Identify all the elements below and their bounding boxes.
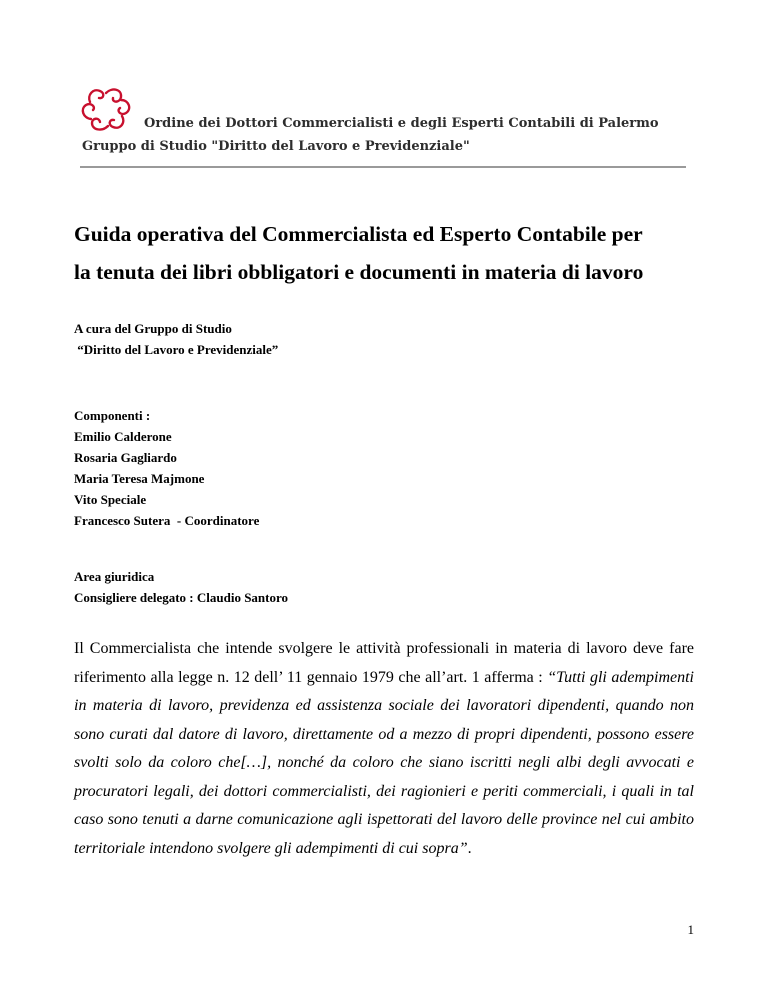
title-line-1: Guida operativa del Commercialista ed Esperto Contabile per [74, 222, 643, 246]
curated-by-line-1: A cura del Gruppo di Studio [74, 321, 232, 336]
page-number: 1 [687, 922, 694, 937]
area-block [74, 566, 288, 608]
body-intro: Il Commercialista che intende svolgere le attività professionali in materia di lavoro deve fare riferimento alla legge n. 12 dell’ 11 gennaio 1979 che all’art. 1 afferma : [74, 640, 694, 686]
body-quote: “Tutti gli adempimenti in materia di lavoro, previdenza ed assistenza sociale dei lavoratori dipendenti, quando non sono curati dal datore di lavoro, direttamente od a mezzo di propri dipendenti, possono essere svolti solo da coloro che[…], nonché da coloro che siano iscritti negli albi degli avvocati e procuratori legali, dei dottori commercialisti, dei ragionieri e periti commerciali, i quali in tal caso sono tenuti a darne comunicazione agli ispettorati del lavoro delle province nel cui ambito territoriale intendono svolgere gli adempimenti di cui sopra” [74, 668, 694, 857]
member-name: Emilio Calderone [74, 429, 172, 444]
member-name: Francesco Sutera - Coordinatore [74, 513, 260, 528]
components-label: Componenti : [74, 408, 151, 423]
delegate-line: Consigliere delegato : Claudio Santoro [74, 590, 289, 605]
document-title [74, 215, 714, 291]
body-paragraph [74, 635, 694, 863]
organization-name: Ordine dei Dottori Commercialisti e degli Esperti Contabili di Palermo [144, 116, 659, 131]
body-end: . [467, 839, 472, 857]
curated-by-line-2: “Diritto del Lavoro e Previdenziale” [74, 342, 279, 357]
curated-by-block [74, 318, 278, 360]
member-name: Maria Teresa Majmone [74, 471, 205, 486]
member-name: Rosaria Gagliardo [74, 450, 177, 465]
components-block [74, 405, 259, 531]
title-line-2: la tenuta dei libri obbligatori e documenti in materia di lavoro [74, 260, 644, 284]
study-group-name: Gruppo di Studio "Diritto del Lavoro e Previdenziale" [82, 139, 470, 154]
member-name: Vito Speciale [74, 492, 147, 507]
header-divider [80, 166, 686, 168]
spiral-logo-icon [80, 86, 132, 132]
area-label: Area giuridica [74, 569, 155, 584]
